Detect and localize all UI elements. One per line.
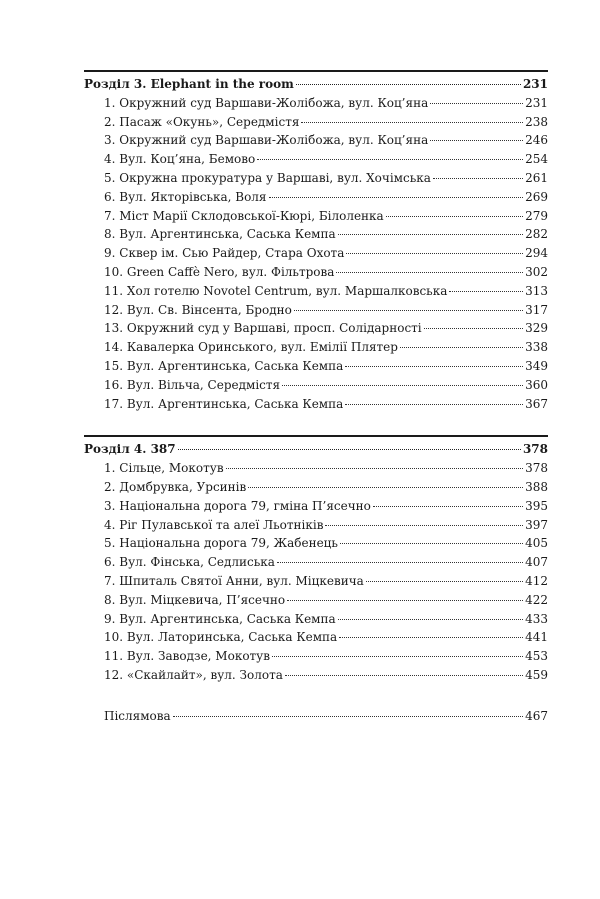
toc-epilogue xyxy=(84,707,548,726)
entry-page: 246 xyxy=(525,133,548,148)
dot-leader xyxy=(449,290,523,292)
toc-entry xyxy=(84,591,548,610)
entry-title: 10. Вул. Латоринська, Саська Кемпа xyxy=(104,630,338,645)
entry-title: 13. Окружний суд у Варшаві, просп. Солідарності xyxy=(104,321,422,336)
dot-leader xyxy=(345,365,523,367)
toc-entry xyxy=(84,666,548,685)
entry-title: 8. Вул. Аргентинська, Саська Кемпа xyxy=(104,227,336,242)
entry-page: 459 xyxy=(525,667,548,682)
entry-title: 6. Вул. Якторівська, Воля xyxy=(104,189,267,204)
entry-title: 12. Вул. Св. Вінсента, Бродно xyxy=(104,302,292,317)
entry-page: 412 xyxy=(525,573,548,588)
entry-page: 317 xyxy=(525,302,548,317)
toc-entry xyxy=(84,263,548,282)
toc-entry xyxy=(84,497,548,516)
toc-entry xyxy=(84,478,548,497)
entry-page: 453 xyxy=(525,649,548,664)
entry-title: 1. Окружний суд Варшави-Жолібожа, вул. Коц’яна xyxy=(104,95,429,110)
entry-title: 9. Вул. Аргентинська, Саська Кемпа xyxy=(104,611,336,626)
dot-leader xyxy=(339,636,523,638)
entry-title: 11. Вул. Заводзе, Мокотув xyxy=(104,649,270,664)
toc-entry xyxy=(84,534,548,553)
entry-title: Післямова xyxy=(104,708,171,723)
toc-entry xyxy=(84,244,548,263)
dot-leader xyxy=(248,486,523,488)
entry-page: 441 xyxy=(525,630,548,645)
entry-title: 15. Вул. Аргентинська, Саська Кемпа xyxy=(104,358,344,373)
dot-leader xyxy=(338,233,523,235)
entry-title: 17. Вул. Аргентинська, Саська Кемпа xyxy=(104,396,344,411)
dot-leader xyxy=(296,83,521,85)
dot-leader xyxy=(433,177,523,179)
toc-entry xyxy=(84,282,548,301)
section-page: 378 xyxy=(522,442,548,457)
entry-title: 10. Green Caffè Nero, вул. Фільтрова xyxy=(104,264,335,279)
entry-title: 9. Сквер ім. Сью Райдер, Стара Охота xyxy=(104,246,345,261)
dot-leader xyxy=(430,139,523,141)
toc-section-4 xyxy=(84,435,548,684)
entry-page: 360 xyxy=(525,377,548,392)
entry-page: 467 xyxy=(525,708,548,723)
toc-entry xyxy=(84,459,548,478)
entry-title: 7. Шпиталь Святої Анни, вул. Міцкевича xyxy=(104,573,364,588)
toc-entry xyxy=(84,94,548,113)
entry-title: 4. Вул. Коц’яна, Бемово xyxy=(104,152,256,167)
dot-leader xyxy=(424,327,523,329)
dot-leader xyxy=(226,467,524,469)
toc-entry xyxy=(84,225,548,244)
entry-page: 349 xyxy=(525,358,548,373)
toc-entry xyxy=(84,131,548,150)
dot-leader xyxy=(373,505,523,507)
entry-title: 4. Ріг Пулавської та алеї Льотніків xyxy=(104,517,324,532)
section-title: Розділ 4. 387 xyxy=(84,442,176,457)
dot-leader xyxy=(285,674,523,676)
dot-leader xyxy=(272,655,523,657)
toc-entry xyxy=(84,169,548,188)
dot-leader xyxy=(294,309,523,311)
entry-title: 2. Пасаж «Окунь», Середмістя xyxy=(104,114,300,129)
section-header xyxy=(84,440,548,459)
section-page: 231 xyxy=(522,77,548,91)
dot-leader xyxy=(282,384,523,386)
entry-title: 1. Сільце, Мокотув xyxy=(104,461,224,476)
entry-title: 5. Окружна прокуратура у Варшаві, вул. Хочімська xyxy=(104,170,431,185)
table-of-contents xyxy=(84,70,548,726)
toc-entry xyxy=(84,628,548,647)
entry-page: 313 xyxy=(525,283,548,298)
entry-page: 395 xyxy=(525,498,548,513)
entry-title: 11. Хол готелю Novotel Centrum, вул. Маршалковська xyxy=(104,283,448,298)
dot-leader xyxy=(301,121,523,123)
entry-title: 7. Міст Марії Склодовської-Кюрі, Білоленка xyxy=(104,208,384,223)
toc-entry xyxy=(84,188,548,207)
toc-entry xyxy=(84,707,548,726)
entry-page: 388 xyxy=(525,479,548,494)
dot-leader xyxy=(336,271,523,273)
entry-page: 269 xyxy=(525,189,548,204)
entry-page: 433 xyxy=(525,611,548,626)
dot-leader xyxy=(338,618,523,620)
dot-leader xyxy=(386,215,523,217)
dot-leader xyxy=(178,448,521,450)
toc-section-3 xyxy=(84,70,548,413)
entry-title: 14. Кавалерка Оринського, вул. Емілії Плятер xyxy=(104,340,398,355)
toc-entry xyxy=(84,113,548,132)
dot-leader xyxy=(400,346,523,348)
entry-page: 338 xyxy=(525,340,548,355)
entry-page: 294 xyxy=(525,246,548,261)
entry-title: 8. Вул. Міцкевича, П’ясечно xyxy=(104,592,286,607)
entry-page: 405 xyxy=(525,536,548,551)
toc-entry xyxy=(84,610,548,629)
toc-entry xyxy=(84,647,548,666)
dot-leader xyxy=(346,252,523,254)
entry-title: 3. Національна дорога 79, гміна П’ясечно xyxy=(104,498,371,513)
toc-entry xyxy=(84,553,548,572)
dot-leader xyxy=(269,196,524,198)
dot-leader xyxy=(173,715,523,717)
toc-entry xyxy=(84,516,548,535)
entry-title: 12. «Скайлайт», вул. Золота xyxy=(104,667,283,682)
entry-page: 378 xyxy=(525,461,548,476)
entry-page: 279 xyxy=(525,208,548,223)
entry-page: 329 xyxy=(525,321,548,336)
entry-title: 6. Вул. Фінська, Седлиська xyxy=(104,555,275,570)
dot-leader xyxy=(325,524,523,526)
toc-entry xyxy=(84,395,548,414)
toc-entry xyxy=(84,150,548,169)
entry-page: 261 xyxy=(525,170,548,185)
dot-leader xyxy=(287,599,523,601)
dot-leader xyxy=(340,542,523,544)
toc-entry xyxy=(84,301,548,320)
toc-entry xyxy=(84,319,548,338)
dot-leader xyxy=(277,561,523,563)
entry-title: 2. Домбрувка, Урсинів xyxy=(104,479,247,494)
entry-page: 254 xyxy=(525,152,548,167)
entry-page: 282 xyxy=(525,227,548,242)
toc-entry xyxy=(84,376,548,395)
entry-page: 367 xyxy=(525,396,548,411)
section-title: Розділ 3. Elephant in the room xyxy=(84,77,294,91)
toc-entry xyxy=(84,357,548,376)
dot-leader xyxy=(430,102,523,104)
entry-page: 422 xyxy=(525,592,548,607)
dot-leader xyxy=(257,158,523,160)
entry-title: 5. Національна дорога 79, Жабенець xyxy=(104,536,338,551)
entry-page: 231 xyxy=(525,95,548,110)
toc-entry xyxy=(84,572,548,591)
entry-page: 397 xyxy=(525,517,548,532)
entry-page: 238 xyxy=(525,114,548,129)
entry-page: 407 xyxy=(525,555,548,570)
entry-title: 3. Окружний суд Варшави-Жолібожа, вул. Коц’яна xyxy=(104,133,429,148)
dot-leader xyxy=(366,580,523,582)
entry-page: 302 xyxy=(525,264,548,279)
dot-leader xyxy=(345,403,523,405)
toc-entry xyxy=(84,338,548,357)
section-header xyxy=(84,75,548,94)
entry-title: 16. Вул. Вільча, Середмістя xyxy=(104,377,281,392)
toc-entry xyxy=(84,207,548,226)
